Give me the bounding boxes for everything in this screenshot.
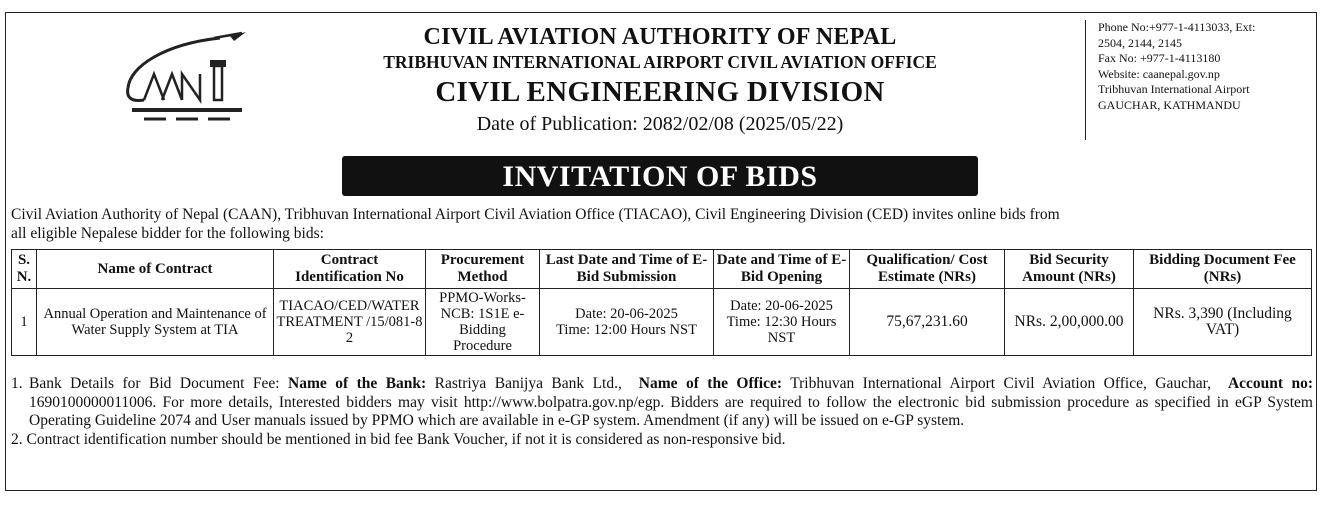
note-1-number: 1. <box>11 375 23 392</box>
bids-table <box>11 249 1312 356</box>
col-id: Contract Identification No <box>274 250 426 289</box>
cell-opening <box>714 289 850 356</box>
contact-info <box>1085 20 1323 140</box>
intro-line-1: Civil Aviation Authority of Nepal (CAAN), Tribhuvan International Airport Civil Aviation Office (TIACAO), Civil Engineering Division (CED) invites online bids from <box>11 206 1060 223</box>
table-header-row <box>12 250 1312 289</box>
cell-method: PPMO-Works-NCB: 1S1E e-Bidding Procedure <box>426 289 540 356</box>
note-1-intro: Bank Details for Bid Document Fee: <box>29 375 280 392</box>
fax-line: Fax No: +977-1-4113180 <box>1098 51 1221 65</box>
invitation-banner: INVITATION OF BIDS <box>342 156 978 196</box>
bank-name: Rastriya Banijya Bank Ltd., <box>434 375 622 392</box>
col-fee: Bidding Document Fee (NRs) <box>1134 250 1312 289</box>
cell-sn: 1 <box>12 289 37 356</box>
opening-time: Time: 12:30 Hours NST <box>726 314 837 346</box>
table-row <box>12 289 1312 356</box>
note-1 <box>11 375 1313 431</box>
intro-paragraph <box>11 205 1311 243</box>
cell-last-date <box>540 289 714 356</box>
org-name: CIVIL AVIATION AUTHORITY OF NEPAL <box>423 24 897 50</box>
last-date: Date: 20-06-2025 <box>575 306 678 322</box>
office-label: Name of the Office: <box>638 375 783 392</box>
col-name: Name of Contract <box>37 250 274 289</box>
col-estimate: Qualification/ Cost Estimate (NRs) <box>850 250 1005 289</box>
bank-label: Name of the Bank: <box>288 375 427 392</box>
office-name: TRIBHUVAN INTERNATIONAL AIRPORT CIVIL AVIATION OFFICE <box>383 52 937 72</box>
caan-logo <box>110 26 260 131</box>
division-name: CIVIL ENGINEERING DIVISION <box>435 76 885 108</box>
office-value: Tribhuvan International Airport Civil Aviation Office, Gauchar, <box>790 375 1212 392</box>
col-security: Bid Security Amount (NRs) <box>1005 250 1134 289</box>
notes <box>11 375 1313 449</box>
header <box>280 24 1040 137</box>
address-line-2: GAUCHAR, KATHMANDU <box>1098 97 1241 112</box>
cell-estimate: 75,67,231.60 <box>850 289 1005 356</box>
account-label: Account no: <box>1227 375 1314 392</box>
col-sn: S. N. <box>12 250 37 289</box>
intro-line-2: all eligible Nepalese bidder for the following bids: <box>11 225 324 242</box>
opening-date: Date: 20-06-2025 <box>730 298 833 314</box>
last-time: Time: 12:00 Hours NST <box>556 322 697 338</box>
publication-date: Date of Publication: 2082/02/08 (2025/05/22) <box>476 113 844 135</box>
col-method: Procurement Method <box>426 250 540 289</box>
website-line: Website: caanepal.gov.np <box>1098 66 1220 81</box>
col-opening: Date and Time of E-Bid Opening <box>714 250 850 289</box>
cell-id: TIACAO/CED/WATERTREATMENT /15/081-82 <box>274 289 426 356</box>
cell-security: NRs. 2,00,000.00 <box>1005 289 1134 356</box>
phone-line-2: 2504, 2144, 2145 <box>1098 35 1182 50</box>
address-line-1: Tribhuvan International Airport <box>1098 82 1250 96</box>
cell-name: Annual Operation and Maintenance of Water Supply System at TIA <box>37 289 274 356</box>
note-2: 2. Contract identification number should be mentioned in bid fee Bank Voucher, if not it is considered as non-responsive bid. <box>11 430 786 448</box>
col-last-date: Last Date and Time of E-Bid Submission <box>540 250 714 289</box>
cell-fee: NRs. 3,390 (Including VAT) <box>1134 289 1312 356</box>
note-1-rest: 1690100000011006. For more details, Interested bidders may visit http://www.bolpatra.gov.np/egp. Bidders are required to follow the electronic bid submission procedure as specified in eGP System Operating Guideline 2074 and User manuals issued by PPMO which are available in e-GP system. Amendment (if any) will be issued on e-GP system. <box>29 393 1313 429</box>
phone-line-1: Phone No:+977-1-4113033, Ext: <box>1098 20 1256 34</box>
